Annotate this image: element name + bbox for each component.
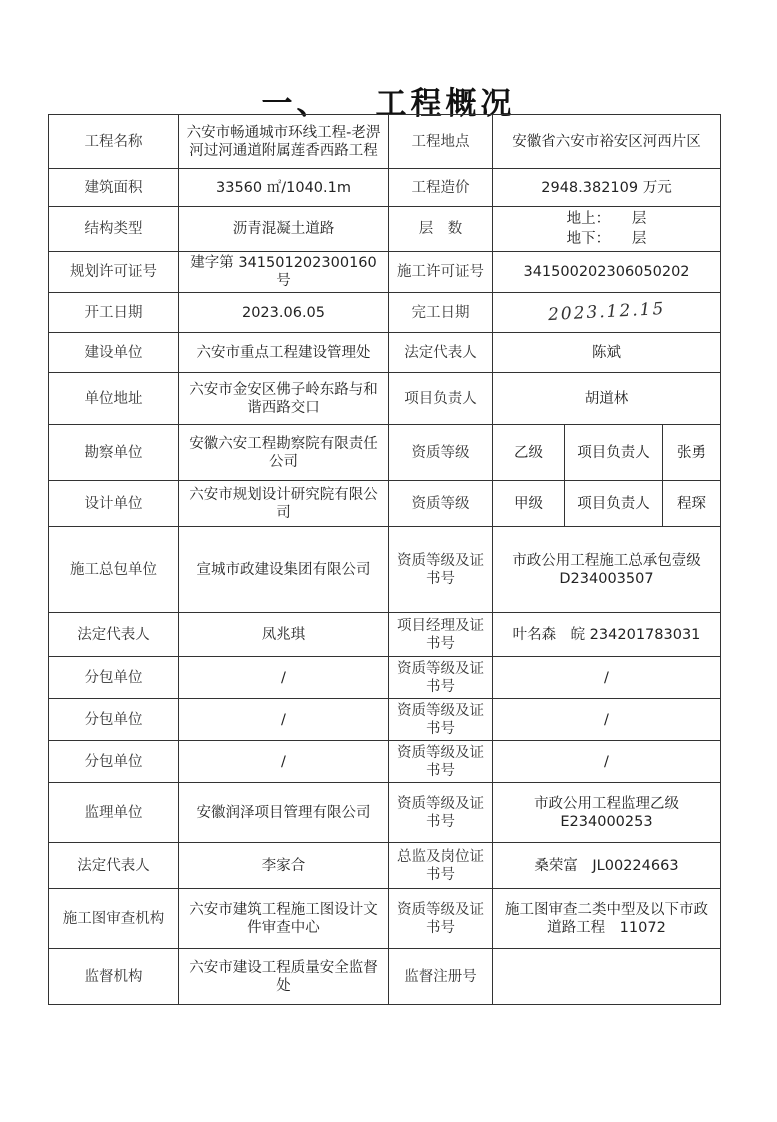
construction-permit-value: 341500202306050202 [493, 252, 721, 293]
table-row [49, 252, 721, 293]
supervisor-legal-label: 法定代表人 [49, 843, 179, 889]
project-lead-label: 项目负责人 [389, 373, 493, 425]
page-title: 一、 工程概况 [261, 86, 516, 122]
floors-above: 地上： 层 [566, 211, 647, 227]
table-row [49, 115, 721, 169]
subcontractor-value: / [179, 657, 389, 699]
table-row [49, 613, 721, 657]
end-date-label: 完工日期 [389, 293, 493, 333]
address-label: 单位地址 [49, 373, 179, 425]
table-row [49, 699, 721, 741]
design-label: 设计单位 [49, 481, 179, 527]
builder-legal-label: 法定代表人 [389, 333, 493, 373]
cost-label: 工程造价 [389, 169, 493, 207]
subcontractor-value: / [179, 741, 389, 783]
sub-grade-label: 资质等级及证书号 [389, 657, 493, 699]
table-row [49, 333, 721, 373]
review-value: 六安市建筑工程施工图设计文件审查中心 [179, 889, 389, 949]
table-row [49, 949, 721, 1005]
planning-permit-value: 建字第 341501202300160 号 [179, 252, 389, 293]
area-value: 33560 ㎡/1040.1m [179, 169, 389, 207]
design-person-value: 程琛 [663, 481, 721, 527]
sub-grade-value: / [493, 699, 721, 741]
inspect-reg-label: 监督注册号 [389, 949, 493, 1005]
contractor-cert-value: D234003507 [559, 570, 654, 587]
survey-grade-label: 资质等级 [389, 425, 493, 481]
project-location-label: 工程地点 [389, 115, 493, 169]
sub-grade-value: / [493, 657, 721, 699]
table-row [49, 889, 721, 949]
supervisor-legal-value: 李家合 [179, 843, 389, 889]
subcontractor-label: 分包单位 [49, 741, 179, 783]
review-grade-label: 资质等级及证书号 [389, 889, 493, 949]
review-label: 施工图审查机构 [49, 889, 179, 949]
cost-value: 2948.382109 万元 [493, 169, 721, 207]
supervisor-value: 安徽润泽项目管理有限公司 [179, 783, 389, 843]
design-person-label: 项目负责人 [565, 481, 663, 527]
subcontractor-label: 分包单位 [49, 657, 179, 699]
supervisor-grade-value: 市政公用工程监理乙级 [534, 795, 679, 812]
inspect-value: 六安市建设工程质量安全监督处 [179, 949, 389, 1005]
builder-legal-value: 陈斌 [493, 333, 721, 373]
project-overview-table [48, 114, 721, 1005]
pm-label: 项目经理及证书号 [389, 613, 493, 657]
contractor-legal-value: 凤兆琪 [179, 613, 389, 657]
design-value: 六安市规划设计研究院有限公司 [179, 481, 389, 527]
project-location-value: 安徽省六安市裕安区河西片区 [493, 115, 721, 169]
pm-value: 叶名森 皖 234201783031 [493, 613, 721, 657]
floors-below: 地下： 层 [566, 231, 647, 247]
inspect-reg-value [493, 949, 721, 1005]
table-row [49, 293, 721, 333]
table-row [49, 843, 721, 889]
contractor-grade-value: 市政公用工程施工总承包壹级 [512, 552, 701, 569]
start-date-value: 2023.06.05 [179, 293, 389, 333]
supervisor-label: 监理单位 [49, 783, 179, 843]
table-row [49, 373, 721, 425]
table-row [49, 741, 721, 783]
planning-permit-label: 规划许可证号 [49, 252, 179, 293]
construction-permit-label: 施工许可证号 [389, 252, 493, 293]
chief-supervisor-value: 桑荣富 JL00224663 [493, 843, 721, 889]
project-name-label: 工程名称 [49, 115, 179, 169]
floors-value [493, 207, 721, 252]
table-row [49, 783, 721, 843]
table-row [49, 169, 721, 207]
survey-person-value: 张勇 [663, 425, 721, 481]
table-row [49, 657, 721, 699]
subcontractor-value: / [179, 699, 389, 741]
chief-supervisor-label: 总监及岗位证书号 [389, 843, 493, 889]
area-label: 建筑面积 [49, 169, 179, 207]
survey-grade-value: 乙级 [493, 425, 565, 481]
project-lead-value: 胡道林 [493, 373, 721, 425]
review-grade-value: 施工图审查二类中型及以下市政道路工程 11072 [493, 889, 721, 949]
table-row [49, 527, 721, 613]
table-row [49, 425, 721, 481]
survey-person-label: 项目负责人 [565, 425, 663, 481]
table-row [49, 207, 721, 252]
design-grade-label: 资质等级 [389, 481, 493, 527]
contractor-value: 宣城市政建设集团有限公司 [179, 527, 389, 613]
sub-grade-label: 资质等级及证书号 [389, 741, 493, 783]
sub-grade-value: / [493, 741, 721, 783]
contractor-grade-label: 资质等级及证书号 [389, 527, 493, 613]
contractor-legal-label: 法定代表人 [49, 613, 179, 657]
inspect-label: 监督机构 [49, 949, 179, 1005]
floors-label: 层 数 [389, 207, 493, 252]
supervisor-grade-label: 资质等级及证书号 [389, 783, 493, 843]
builder-label: 建设单位 [49, 333, 179, 373]
survey-value: 安徽六安工程勘察院有限责任公司 [179, 425, 389, 481]
structure-label: 结构类型 [49, 207, 179, 252]
sub-grade-label: 资质等级及证书号 [389, 699, 493, 741]
start-date-label: 开工日期 [49, 293, 179, 333]
structure-value: 沥青混凝土道路 [179, 207, 389, 252]
contractor-label: 施工总包单位 [49, 527, 179, 613]
table-row [49, 481, 721, 527]
subcontractor-label: 分包单位 [49, 699, 179, 741]
end-date-handwritten: 2023.12.15 [547, 298, 666, 326]
design-grade-value: 甲级 [493, 481, 565, 527]
supervisor-cert-value: E234000253 [560, 813, 653, 830]
project-name-value: 六安市畅通城市环线工程-老淠河过河通道附属莲香西路工程 [179, 115, 389, 169]
builder-value: 六安市重点工程建设管理处 [179, 333, 389, 373]
address-value: 六安市金安区佛子岭东路与和谐西路交口 [179, 373, 389, 425]
survey-label: 勘察单位 [49, 425, 179, 481]
